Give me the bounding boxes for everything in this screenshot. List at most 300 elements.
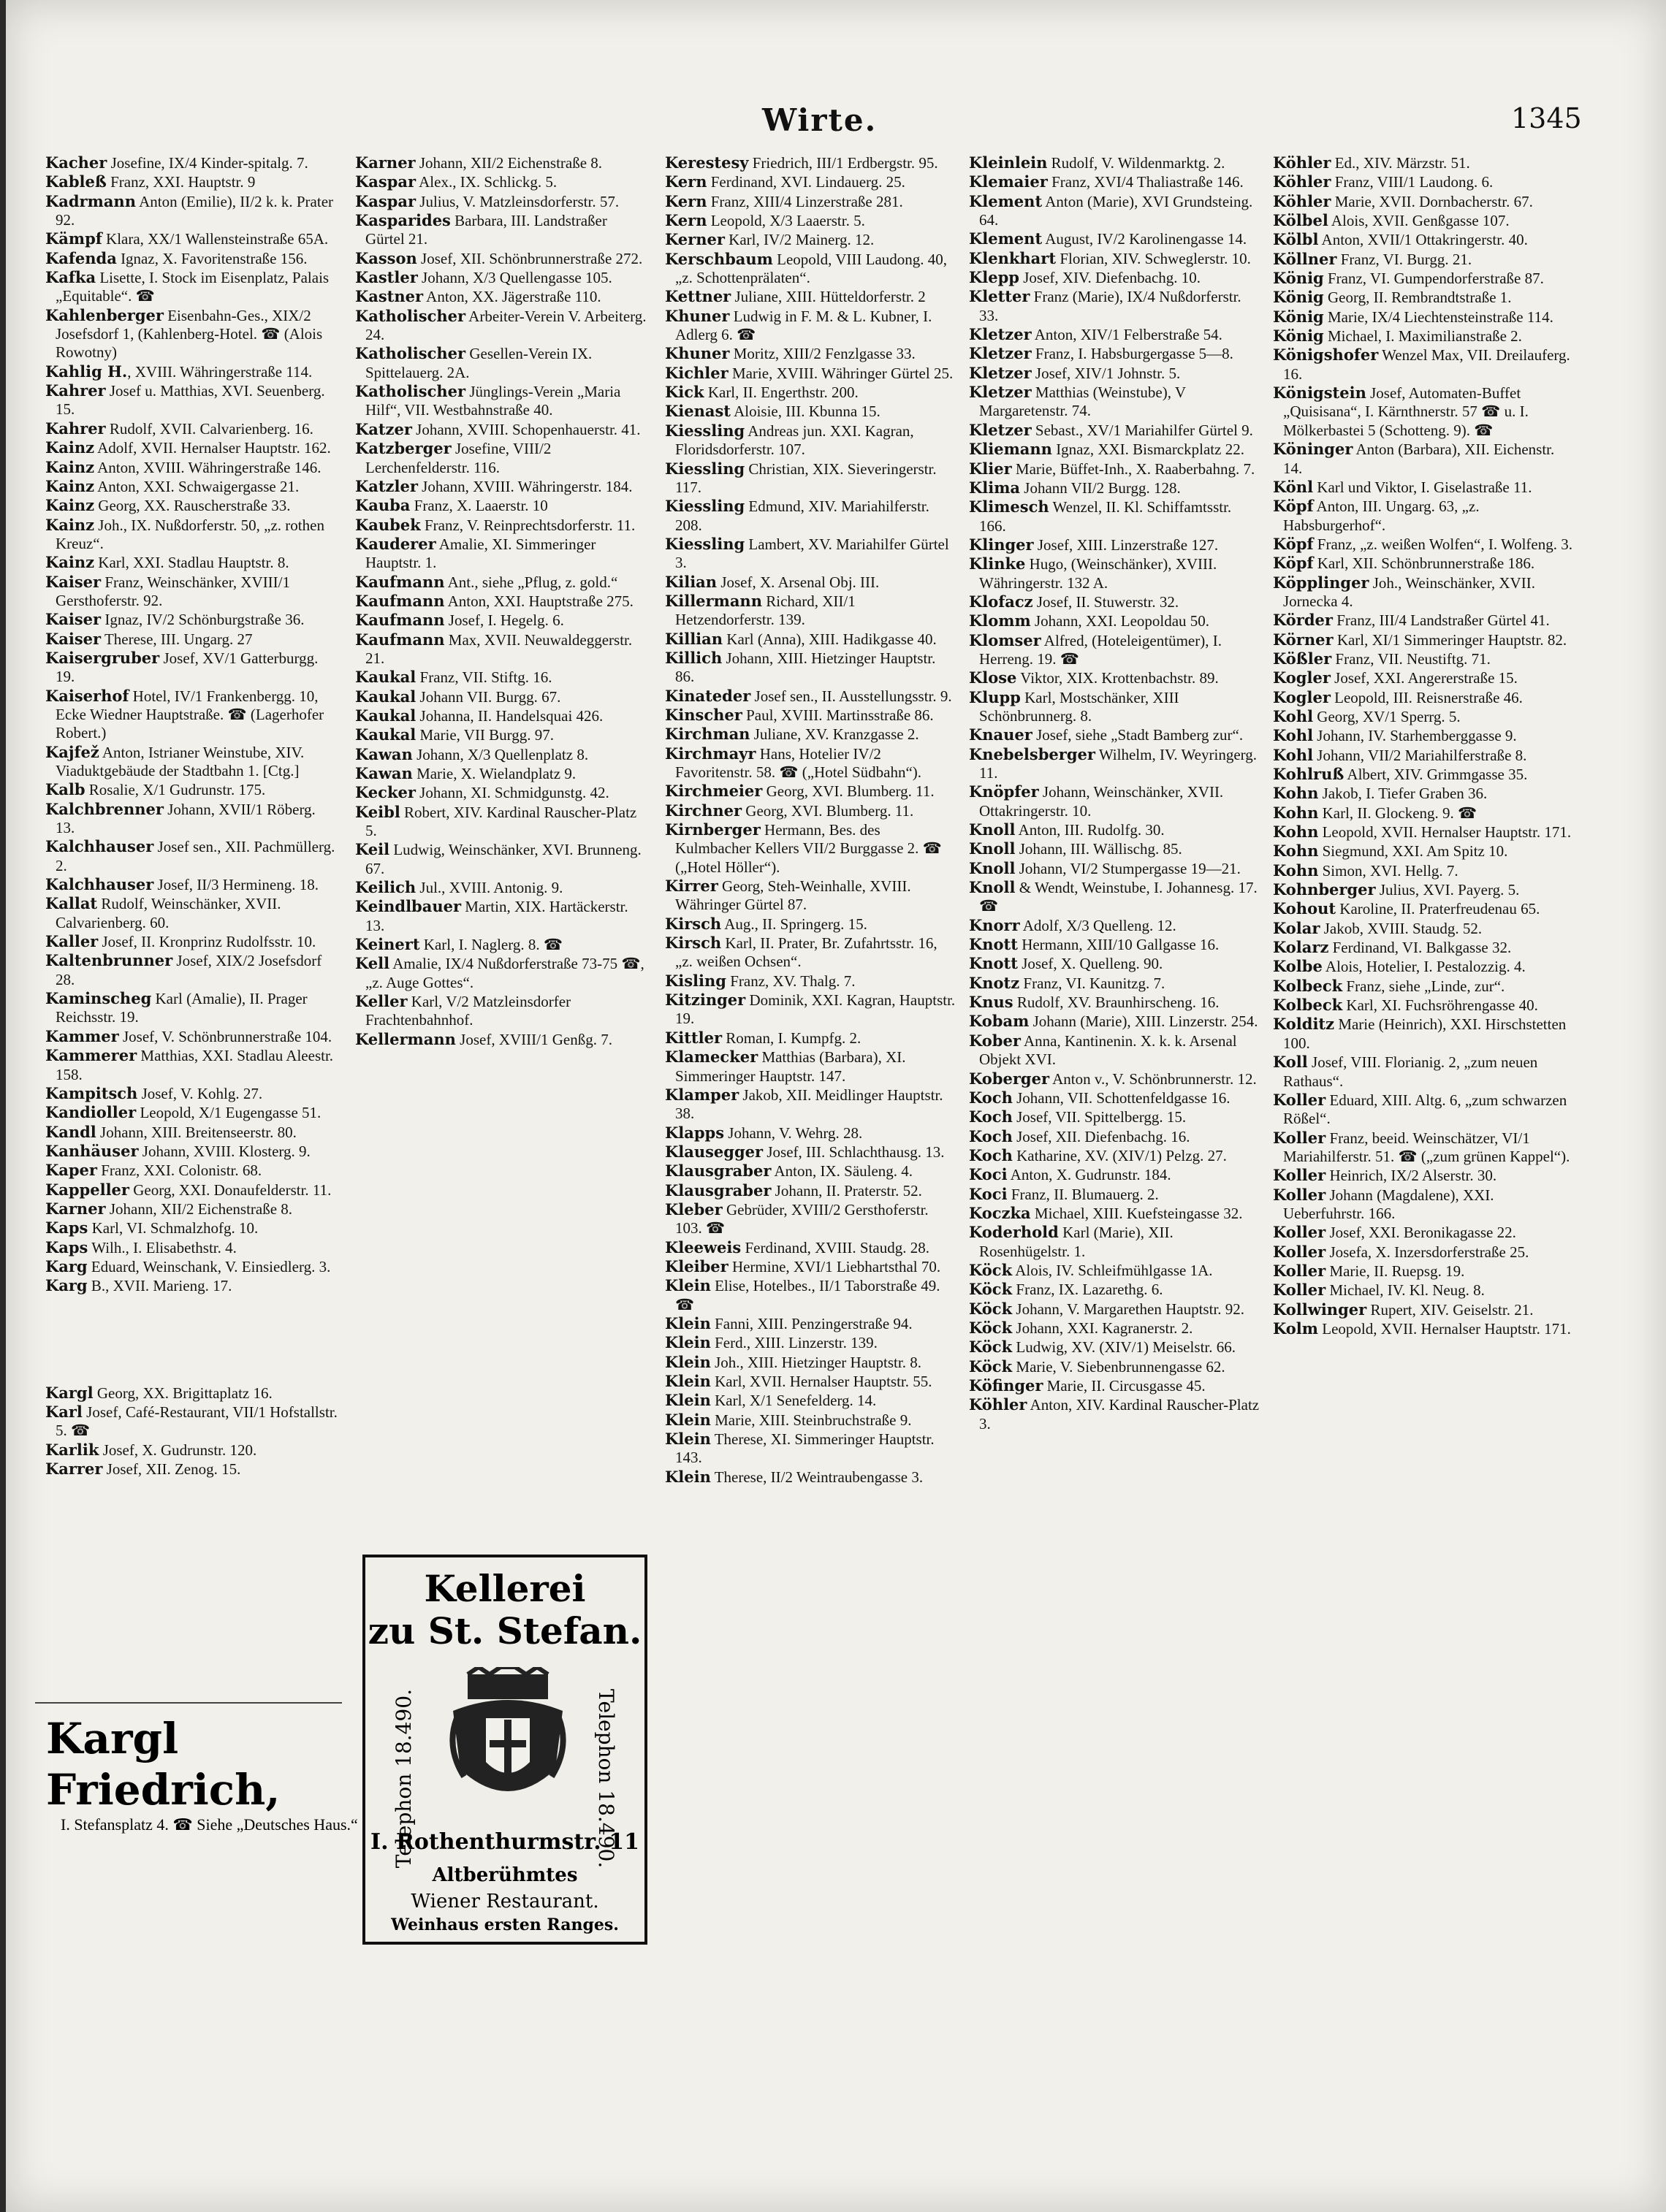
entry-name: Kiessling [665, 459, 745, 478]
directory-entry [45, 268, 338, 306]
entry-details: Wilh., I. Elisabethstr. 4. [88, 1238, 237, 1256]
entry-name: Kerestesy [665, 153, 749, 172]
entry-details: Albert, XIV. Grimmgasse 35. [1344, 766, 1528, 783]
directory-entry [969, 859, 1261, 878]
entry-details: Ignaz, XXI. Bismarckplatz 22. [1051, 441, 1244, 459]
directory-entry [355, 1030, 647, 1049]
directory-entry [665, 535, 957, 573]
directory-entry [969, 153, 1261, 172]
directory-entry [355, 307, 647, 345]
entry-name: Kaltenbrunner [45, 951, 173, 970]
directory-entry [1273, 308, 1572, 327]
directory-entry [1273, 688, 1572, 707]
entry-details: Leopold, X/1 Eugengasse 51. [136, 1104, 322, 1122]
directory-entry [45, 1218, 338, 1237]
entry-details: Therese, II/2 Weintraubengasse 3. [710, 1468, 924, 1486]
entry-name: Keindlbauer [355, 897, 462, 916]
directory-entry [45, 800, 338, 838]
directory-entry [1273, 707, 1572, 726]
directory-entry [1273, 880, 1572, 899]
entry-details: Rudolf, XV. Braunhirscheng. 16. [1013, 994, 1220, 1012]
directory-entry [1273, 230, 1572, 249]
entry-details: Marie (Heinrich), XXI. Hirschstetten 100. [1283, 1015, 1567, 1052]
entry-name: Klinke [969, 554, 1026, 573]
entry-details: Jakob, XVIII. Staudg. 52. [1320, 919, 1483, 937]
ad-title-line1: Kellerei [424, 1567, 586, 1610]
entry-name: Kainz [45, 438, 95, 457]
entry-name: Kainz [45, 515, 95, 534]
entry-details: Franz, II. Blumauerg. 2. [1007, 1185, 1159, 1203]
entry-name: Klausgraber [665, 1162, 772, 1181]
directory-entry [45, 496, 338, 515]
entry-details: Karl, VI. Schmalzhofg. 10. [88, 1219, 259, 1237]
entry-name: Kasparides [355, 211, 451, 230]
entry-details: Michael, I. Maximilianstraße 2. [1323, 327, 1522, 346]
entry-details: Josef, X. Arsenal Obj. III. [717, 573, 880, 591]
entry-details: Johann (Magdalene), XXI. Ueberfuhrstr. 166. [1283, 1186, 1494, 1222]
directory-entry [969, 668, 1261, 687]
directory-entry [665, 1391, 957, 1410]
ad-line3: Weinhaus ersten Ranges. [391, 1915, 619, 1934]
entry-name: Koller [1273, 1090, 1326, 1109]
entry-name: Kichler [665, 363, 729, 382]
directory-entry [969, 1127, 1261, 1146]
entry-name: Kawan [355, 744, 413, 763]
entry-name: Köpf [1273, 497, 1314, 516]
entry-name: Kirsch [665, 914, 722, 933]
directory-entry [969, 325, 1261, 344]
entry-name: Kalchhauser [45, 875, 154, 894]
directory-entry [45, 153, 338, 172]
entry-name: Killian [665, 629, 723, 648]
entry-details: Jakob, XII. Meidlinger Hauptstr. 38. [675, 1086, 943, 1123]
entry-details: Dominik, XXI. Kagran, Hauptstr. 19. [675, 991, 956, 1028]
entry-details: Wenzel Max, VII. Dreilauferg. 16. [1283, 346, 1570, 383]
entry-name: Kampitsch [45, 1083, 138, 1102]
entry-details: Josef, XIV/1 Johnstr. 5. [1031, 364, 1181, 382]
entry-name: Knöpfer [969, 782, 1039, 801]
entry-details: Max, XVII. Neuwaldeggerstr. 21. [365, 630, 633, 667]
entry-details: Hermine, XVI/1 Liebhartsthal 70. [728, 1257, 941, 1275]
ad-line2: Wiener Restaurant. [411, 1891, 599, 1912]
directory-entry [969, 383, 1261, 421]
kellerei-advertisement [362, 1555, 647, 1945]
entry-details: Johanna, II. Handelsquai 426. [416, 706, 604, 725]
entry-name: Kalb [45, 780, 85, 799]
directory-entry [665, 573, 957, 592]
directory-entry [355, 535, 647, 573]
entry-name: Kahlenberger [45, 305, 164, 324]
entry-name: Kletzer [969, 363, 1032, 382]
entry-details: Anton (Emilie), II/2 k. k. Prater 92. [56, 192, 334, 229]
entry-name: Kienast [665, 402, 731, 421]
directory-entry [45, 649, 338, 687]
directory-entry [45, 630, 338, 649]
entry-details: Wenzel, II. Kl. Schiffamtsstr. 166. [979, 498, 1232, 535]
entry-details: Hans, Hotelier IV/2 Favoritenstr. 58. ☎ („Hotel Südbahn“). [675, 744, 922, 781]
column-5 [1273, 153, 1572, 2192]
entry-details: Alois, Hotelier, I. Pestalozzig. 4. [1322, 958, 1526, 976]
entry-name: Klement [969, 229, 1043, 248]
entry-name: Klose [969, 668, 1017, 687]
entry-details: Karl, XXI. Stadlau Hauptstr. 8. [94, 554, 289, 572]
entry-name: König [1273, 269, 1324, 288]
entry-details: Franz, „z. weißen Wolfen“, I. Wolfeng. 3. [1313, 535, 1572, 553]
entry-name: Koch [969, 1145, 1013, 1164]
entry-details: Amalie, IX/4 Nußdorferstraße 73-75 ☎, „z. Auge Gottes“. [365, 955, 644, 991]
ad-title-line2: zu St. Stefan. [368, 1609, 642, 1652]
entry-name: Köhler [1273, 153, 1331, 172]
directory-entry [969, 1204, 1261, 1223]
entry-details: Eduard, Weinschank, V. Einsiedlerg. 3. [87, 1257, 331, 1275]
entry-name: Kolm [1273, 1319, 1318, 1338]
directory-entry [45, 192, 338, 230]
entry-details: Johann VII. Burgg. 67. [416, 687, 561, 706]
entry-details: Georg, Steh-Weinhalle, XVIII. Währinger Gürtel 87. [675, 877, 911, 914]
entry-name: Katzler [355, 476, 418, 495]
entry-name: Kleiber [665, 1256, 729, 1275]
directory-entry [1273, 384, 1572, 440]
entry-details: Rudolf, Weinschänker, XVII. Calvarienberg. 60. [56, 895, 281, 931]
entry-details: Marie, II. Circusgasse 45. [1043, 1377, 1206, 1395]
ad-telephone-left: Telephon 18.490. [392, 1689, 416, 1869]
entry-name: Kaiser [45, 610, 102, 629]
entry-details: Josef u. Matthias, XVI. Seuenberg. 15. [56, 382, 325, 419]
entry-details: Karl (Amalie), II. Prager Reichsstr. 19. [56, 990, 308, 1026]
entry-details: Johann, XXI. Kagranerstr. 2. [1012, 1319, 1193, 1337]
entry-details: Johann VII/2 Burgg. 128. [1020, 478, 1181, 497]
directory-entry [1273, 269, 1572, 288]
directory-entry [355, 668, 647, 687]
entry-details: Anton (Barbara), XII. Eichenstr. 14. [1283, 441, 1555, 477]
directory-entry [45, 458, 338, 477]
directory-entry [665, 364, 957, 383]
directory-entry [665, 1314, 957, 1333]
entry-name: Kilian [665, 572, 718, 591]
entry-name: Kaukal [355, 706, 417, 725]
entry-details: Edmund, XIV. Mariahilferstr. 208. [675, 497, 929, 534]
entry-name: Klein [665, 1391, 711, 1410]
entry-details: Franz, beeid. Weinschätzer, VI/1 Mariahilferstr. 51. ☎ („zum grünen Kappel“). [1283, 1129, 1570, 1165]
entry-name: Killermann [665, 591, 762, 610]
directory-entry [1273, 823, 1572, 842]
entry-name: Klein [665, 1276, 711, 1295]
entry-name: Königshofer [1273, 346, 1379, 365]
entry-details: Katharine, XV. (XIV/1) Pelzg. 27. [1012, 1146, 1227, 1164]
directory-entry [45, 1276, 338, 1295]
entry-details: Matthias, XXI. Stadlau Aleestr. 158. [56, 1047, 334, 1083]
directory-entry [969, 1376, 1261, 1395]
directory-entry [45, 837, 338, 875]
entry-name: Kohout [1273, 899, 1336, 918]
entry-name: Kölbl [1273, 230, 1319, 249]
directory-entry [1273, 977, 1572, 996]
entry-name: Kiessling [665, 421, 745, 440]
entry-details: Josefine, VIII/2 Lerchenfelderstr. 116. [365, 440, 552, 476]
entry-details: Ferdinand, XVI. Lindauerg. 25. [707, 173, 905, 191]
entry-details: Josef, V. Kohlg. 27. [137, 1084, 263, 1102]
directory-entry [969, 1031, 1261, 1069]
directory-entry [1273, 957, 1572, 976]
entry-name: Kettner [665, 287, 731, 306]
directory-entry [665, 1048, 957, 1086]
entry-name: Kauderer [355, 534, 436, 553]
directory-entry [1273, 919, 1572, 938]
entry-details: Barbara, III. Landstraßer Gürtel 21. [365, 212, 607, 248]
directory-entry [355, 249, 647, 268]
directory-entry [355, 153, 647, 172]
entry-name: Kandl [45, 1122, 96, 1141]
entry-details: Julius, XVI. Payerg. 5. [1375, 881, 1520, 899]
entry-details: Paul, XVIII. Martinsstraße 86. [742, 706, 934, 724]
entry-name: Kaukal [355, 725, 417, 744]
directory-entry [665, 687, 957, 706]
directory-page [6, 0, 1666, 2212]
entry-details: Anna, Kantinenin. X. k. k. Arsenal Objekt XVI. [979, 1031, 1237, 1069]
directory-entry [969, 497, 1261, 535]
entry-details: Johann, VII. Schottenfeldgasse 16. [1012, 1088, 1231, 1107]
directory-entry [45, 1238, 338, 1257]
directory-entry [969, 782, 1261, 820]
entry-details: Michael, IV. Kl. Neug. 8. [1325, 1281, 1485, 1300]
entry-name: Kleber [665, 1200, 723, 1218]
page-title: Wirte. [762, 102, 878, 138]
entry-name: Kiessling [665, 534, 745, 553]
entry-name: Kirchman [665, 725, 750, 744]
entry-name: Köck [969, 1299, 1013, 1318]
entry-name: Kaminscheg [45, 989, 152, 1008]
directory-entry [665, 1372, 957, 1391]
directory-entry [665, 192, 957, 211]
directory-entry [969, 839, 1261, 858]
directory-entry [969, 421, 1261, 440]
entry-name: Koller [1273, 1128, 1326, 1147]
entry-details: Josef, XIV. Diefenbachg. 10. [1019, 269, 1201, 287]
entry-details: Josef, XXI. Angererstraße 15. [1330, 669, 1518, 687]
directory-entry [665, 383, 957, 402]
entry-details: Josef, XVIII/1 Genßg. 7. [455, 1030, 612, 1048]
directory-entry [969, 1319, 1261, 1338]
entry-name: Kogler [1273, 687, 1331, 706]
entry-details: Marie, IX/4 Liechtensteinstraße 114. [1323, 308, 1553, 326]
entry-details: Sebast., XV/1 Mariahilfer Gürtel 9. [1031, 421, 1253, 439]
directory-entry [969, 344, 1261, 363]
entry-details: Johann, XVIII. Währingerstr. 184. [417, 477, 633, 495]
directory-entry [1273, 842, 1572, 861]
directory-entry [1273, 784, 1572, 803]
directory-entry [1273, 288, 1572, 307]
entry-name: Kollwinger [1273, 1300, 1367, 1319]
directory-entry [45, 516, 338, 554]
entry-details: Johann, XIII. Breitenseerstr. 80. [96, 1123, 297, 1141]
directory-entry [45, 1384, 338, 1403]
entry-name: Kainz [45, 476, 95, 495]
ad-kargl-line: I. Stefansplatz 4. ☎ Siehe „Deutsches Haus.“ [61, 1815, 358, 1834]
directory-entry [355, 954, 647, 992]
entry-name: Kaller [45, 932, 99, 951]
entry-details: Johann, X/3 Quellengasse 105. [417, 269, 612, 287]
entry-details: Moritz, XIII/2 Fenzlgasse 33. [729, 345, 916, 363]
entry-name: Kerschbaum [665, 249, 773, 268]
entry-name: Köpplinger [1273, 573, 1369, 592]
entry-name: Knauer [969, 725, 1032, 744]
entry-name: Köck [969, 1280, 1013, 1299]
entry-name: Köhler [1273, 191, 1331, 210]
entry-name: Kößler [1273, 649, 1332, 668]
entry-name: Kaukal [355, 687, 417, 706]
directory-entry [45, 438, 338, 457]
entry-details: Elise, Hotelbes., II/1 Taborstraße 49. ☎ [675, 1277, 940, 1313]
entry-name: Klenkhart [969, 248, 1057, 267]
entry-details: Franz, VI. Burgg. 21. [1336, 250, 1472, 268]
directory-entry [45, 419, 338, 438]
entry-details: , XVIII. Währingerstraße 114. [127, 362, 313, 381]
entry-name: Kohn [1273, 823, 1319, 842]
entry-details: Karl, Mostschänker, XIII Schönbrunnerg. 8. [979, 688, 1179, 725]
directory-entry [45, 172, 338, 191]
directory-entry [969, 611, 1261, 630]
entry-name: Klemaier [969, 172, 1048, 191]
entry-details: Karl, V/2 Matzleinsdorfer Frachtenbahnhof. [365, 993, 571, 1029]
directory-entry [1273, 804, 1572, 823]
directory-entry [45, 249, 338, 268]
directory-entry [665, 1200, 957, 1238]
entry-details: Johann, VII/2 Mariahilferstraße 8. [1313, 746, 1527, 764]
entry-name: Kisling [665, 971, 726, 990]
entry-details: Karl, II. Prater, Br. Zufahrtsstr. 16, „z. weißen Ochsen“. [675, 934, 937, 971]
entry-details: Josefine, IX/4 Kinder-spitalg. 7. [107, 154, 308, 172]
entry-name: Köpf [1273, 534, 1314, 553]
entry-name: Kaukal [355, 668, 417, 687]
entry-name: Kobam [969, 1012, 1030, 1031]
entry-name: Kern [665, 191, 707, 210]
entry-details: Franz, XXI. Hauptstr. 9 [106, 173, 256, 191]
entry-details: Johann, IV. Starhemberggasse 9. [1313, 727, 1517, 745]
directory-entry [355, 172, 647, 191]
entry-name: Kaufmann [355, 572, 445, 591]
directory-entry [1273, 630, 1572, 649]
directory-entry [969, 1107, 1261, 1126]
entry-details: Ant., siehe „Pflug, z. gold.“ [444, 573, 618, 591]
entry-name: Koller [1273, 1242, 1326, 1261]
entry-name: Karner [45, 1199, 106, 1218]
entry-name: Köck [969, 1338, 1013, 1357]
directory-entry [665, 592, 957, 630]
directory-entry [969, 592, 1261, 611]
entry-name: Kolbeck [1273, 996, 1343, 1015]
entry-details: August, IV/2 Karolinengasse 14. [1042, 230, 1247, 248]
directory-entry [969, 1088, 1261, 1107]
entry-name: Kohlruß [1273, 765, 1344, 783]
directory-entry [45, 306, 338, 362]
entry-details: Anton, X. Gudrunstr. 184. [1007, 1166, 1171, 1184]
entry-name: Köck [969, 1318, 1013, 1337]
entry-details: Franz, VI. Kaunitzg. 7. [1019, 974, 1165, 992]
entry-details: Simon, XVI. Hellg. 7. [1318, 861, 1458, 880]
entry-details: Anton, III. Rudolfg. 30. [1015, 821, 1165, 839]
entry-name: Kolar [1273, 918, 1320, 937]
directory-entry [969, 287, 1261, 325]
entry-details: Georg, II. Rembrandtstraße 1. [1323, 289, 1512, 307]
entry-details: Leopold, XVII. Hernalser Hauptstr. 171. [1318, 823, 1572, 842]
entry-name: Karg [45, 1256, 88, 1275]
entry-details: Anton, XVIII. Währingerstraße 146. [94, 458, 322, 476]
ad-telephone-right: Telephon 18.490. [594, 1689, 618, 1869]
directory-entry [1273, 1243, 1572, 1262]
entry-details: Aloisie, III. Kbunna 15. [731, 403, 880, 421]
entry-name: Kafka [45, 268, 96, 287]
directory-entry [45, 989, 338, 1027]
entry-name: Knebelsberger [969, 744, 1095, 763]
entry-details: Ludwig, Weinschänker, XVI. Brunneng. 67. [365, 841, 642, 877]
entry-details: Ignaz, X. Favoritenstraße 156. [116, 249, 308, 267]
entry-name: Kainz [45, 457, 95, 476]
entry-name: Kitzinger [665, 991, 746, 1010]
entry-details: Anton, XIV/1 Felberstraße 54. [1031, 326, 1222, 344]
directory-entry [969, 745, 1261, 783]
entry-name: Koci [969, 1165, 1008, 1184]
entry-name: Klier [969, 459, 1012, 478]
entry-details: Roman, I. Kumpfg. 2. [722, 1029, 861, 1047]
directory-entry [45, 1046, 338, 1084]
entry-details: Anton, XVII/1 Ottakringerstr. 40. [1318, 231, 1528, 249]
entry-name: Kacher [45, 153, 107, 172]
directory-entry [1273, 1281, 1572, 1300]
entry-name: Klausegger [665, 1142, 764, 1161]
directory-entry [665, 307, 957, 345]
entry-details: Aug., II. Springerg. 15. [721, 915, 867, 933]
entry-details: Anton, XIV. Kardinal Rauscher-Platz 3. [979, 1396, 1260, 1433]
directory-entry [969, 878, 1261, 916]
entry-name: Kogler [1273, 668, 1331, 687]
directory-entry [45, 780, 338, 799]
entry-name: Klein [665, 1313, 711, 1332]
directory-entry [969, 1395, 1261, 1433]
directory-entry [355, 630, 647, 668]
entry-details: Franz, IX. Lazarethg. 6. [1012, 1281, 1163, 1299]
directory-entry [355, 840, 647, 878]
entry-name: Klomm [969, 611, 1031, 630]
entry-details: Alois, IV. Schleifmühlgasse 1A. [1012, 1261, 1213, 1279]
directory-entry [355, 287, 647, 306]
entry-details: Alois, XVII. Genßgasse 107. [1328, 212, 1510, 230]
entry-details: Marie, X. Wielandplatz 9. [412, 765, 577, 782]
entry-details: Siegmund, XXI. Am Spitz 10. [1318, 842, 1508, 861]
entry-name: Kaper [45, 1161, 97, 1180]
entry-details: Franz, siehe „Linde, zur“. [1342, 977, 1505, 995]
entry-name: Karlik [45, 1440, 99, 1459]
entry-name: Kohl [1273, 745, 1314, 764]
entry-name: Kaiserhof [45, 686, 129, 705]
directory-entry [1273, 192, 1572, 211]
directory-entry [1273, 1129, 1572, 1167]
entry-details: Alfred, (Hoteleigentümer), I. Herreng. 19. ☎ [979, 631, 1222, 668]
entry-name: Kinscher [665, 705, 742, 724]
entry-name: Kleinlein [969, 153, 1048, 172]
entry-name: Khuner [665, 344, 730, 363]
entry-name: Kaufmann [355, 630, 445, 649]
entry-details: Ludwig, XV. (XIV/1) Meiselstr. 66. [1012, 1338, 1236, 1357]
entry-details: Eduard, XIII. Altg. 6, „zum schwarzen Rößel“. [1283, 1091, 1567, 1128]
entry-name: Kern [665, 172, 707, 191]
entry-name: Kanhäuser [45, 1141, 139, 1160]
entry-name: Knotz [969, 973, 1020, 992]
directory-entry [665, 649, 957, 687]
directory-entry [355, 516, 647, 535]
entry-name: Koch [969, 1107, 1013, 1126]
entry-name: Kellermann [355, 1029, 456, 1048]
entry-name: Kinateder [665, 686, 751, 705]
